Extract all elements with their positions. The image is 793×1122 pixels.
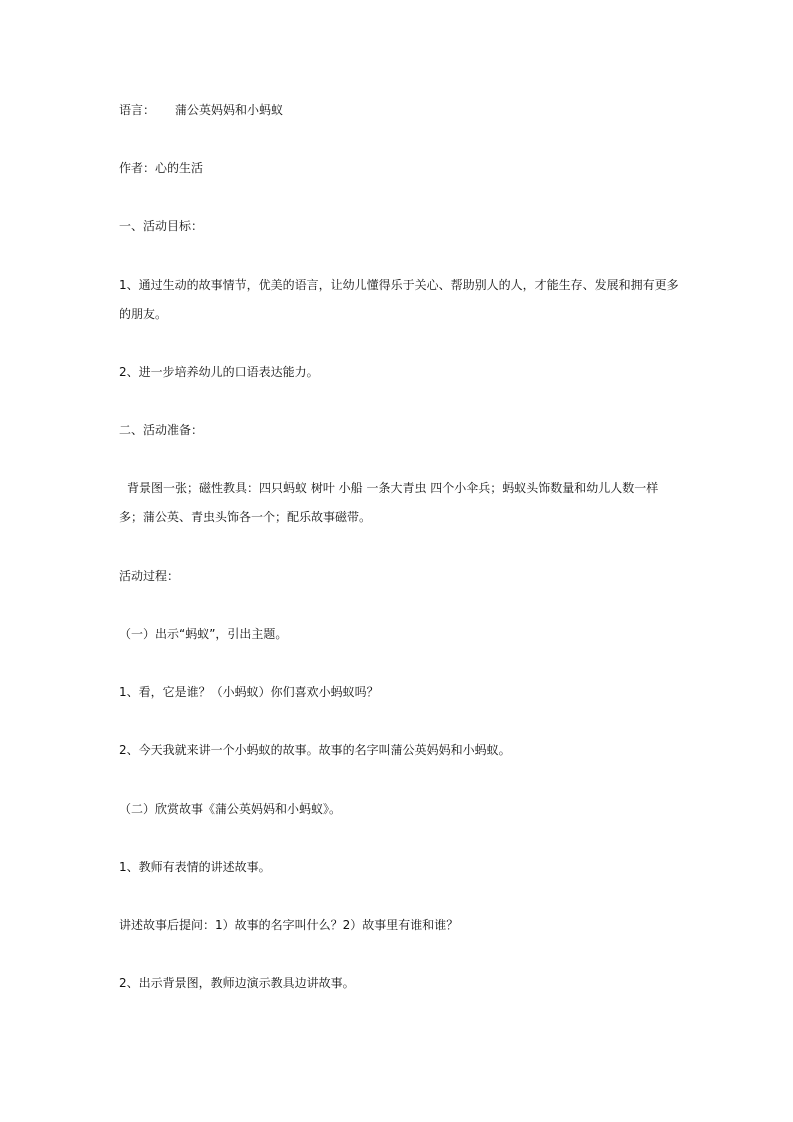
process-heading: 活动过程： — [119, 569, 180, 583]
section-goals-heading: 一、活动目标： — [119, 219, 204, 233]
author-line: 作者：心的生活 — [119, 161, 204, 175]
step-2-heading: （二）欣赏故事《蒲公英妈妈和小蚂蚁》。 — [119, 802, 342, 816]
title-text: 蒲公英妈妈和小蚂蚁 — [175, 103, 284, 117]
step-1-item-1: 1、看，它是谁？（小蚂蚁）你们喜欢小蚂蚁吗？ — [119, 685, 379, 699]
section-prep-heading: 二、活动准备： — [119, 423, 204, 437]
question-text: 讲述故事后提问：1）故事的名字叫什么？2）故事里有谁和谁？ — [119, 918, 459, 932]
step-2-item-1: 1、教师有表情的讲述故事。 — [119, 860, 271, 874]
title-label: 语言： — [119, 103, 156, 117]
step-1-item-2: 2、今天我就来讲一个小蚂蚁的故事。故事的名字叫蒲公英妈妈和小蚂蚁。 — [119, 743, 511, 757]
goal-2: 2、进一步培养幼儿的口语表达能力。 — [119, 365, 319, 379]
prep-text: 背景图一张；磁性教具：四只蚂蚁 树叶 小船 一条大青虫 四个小伞兵；蚂蚁头饰数量和幼儿人数一样多；蒲公英、青虫头饰各一个；配乐故事磁带。 — [119, 481, 659, 524]
title-line — [119, 96, 679, 125]
step-1-heading: （一）出示“蚂蚁”，引出主题。 — [119, 627, 288, 641]
step-2-item-2: 2、出示背景图，教师边演示教具边讲故事。 — [119, 976, 355, 990]
goal-1: 1、通过生动的故事情节，优美的语言，让幼儿懂得乐于关心、帮助别人的人，才能生存、发展和拥有更多的朋友。 — [119, 278, 679, 321]
